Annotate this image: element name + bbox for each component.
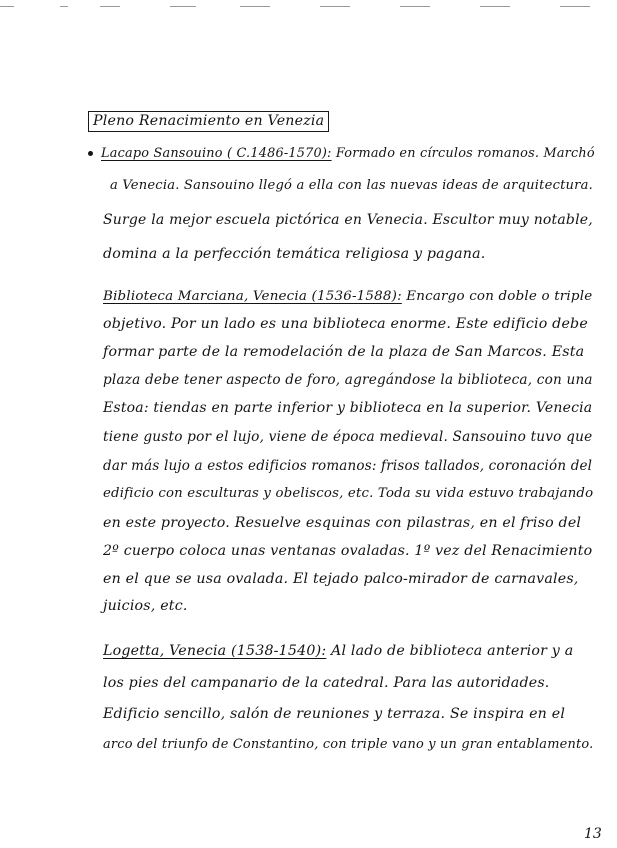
para2-line-2: objetivo. Por un lado es una biblioteca enorme. Este edificio debe [103, 316, 588, 332]
para1-line-2: a Venecia. Sansouino llegó a ella con las nuevas ideas de arquitectura. [110, 178, 593, 193]
para3-line-4: arco del triunfo de Constantino, con triple vano y un gran entablamento. [103, 737, 594, 752]
scan-mark [240, 6, 270, 7]
para1-line-1 [88, 146, 595, 161]
page-number: 13 [584, 826, 602, 842]
para2-line-4: plaza debe tener aspecto de foro, agregándose la biblioteca, con una [103, 372, 593, 388]
para2-line-12: juicios, etc. [103, 598, 188, 614]
para2-line-11: en el que se usa ovalada. El tejado palco-mirador de carnavales, [103, 571, 579, 587]
para1-title: Lacapo Sansouino ( C.1486-1570): [101, 146, 332, 161]
para2-line-10: 2º cuerpo coloca unas ventanas ovaladas. 1º vez del Renacimiento [103, 543, 593, 559]
para2-line-9: en este proyecto. Resuelve esquinas con pilastras, en el friso del [103, 515, 582, 531]
scan-mark [480, 6, 510, 7]
para2-title: Biblioteca Marciana, Venecia (1536-1588): [103, 289, 402, 304]
scan-mark [60, 6, 68, 7]
scan-mark [400, 6, 430, 7]
bullet-icon [88, 151, 93, 156]
scan-mark [100, 6, 120, 7]
para2-text: Encargo con doble o triple [401, 289, 593, 304]
para1-line-4: domina a la perfección temática religiosa y pagana. [103, 246, 486, 262]
para2-line-7: dar más lujo a estos edificios romanos: frisos tallados, coronación del [103, 458, 593, 474]
para2-line-1 [103, 289, 592, 304]
scan-mark [560, 6, 590, 7]
section-heading-line [88, 113, 329, 129]
para3-line-2: los pies del campanario de la catedral. Para las autoridades. [103, 675, 550, 691]
para2-line-3: formar parte de la remodelación de la plaza de San Marcos. Esta [103, 344, 585, 360]
para1-line-3: Surge la mejor escuela pictórica en Venecia. Escultor muy notable, [103, 212, 593, 228]
para2-line-5: Estoa: tiendas en parte inferior y biblioteca en la superior. Venecia [103, 400, 593, 416]
para2-line-8: edificio con esculturas y obeliscos, etc. Toda su vida estuvo trabajando [103, 486, 594, 501]
para3-title: Logetta, Venecia (1538-1540): [103, 643, 327, 659]
para3-line-3: Edificio sencillo, salón de reuniones y terraza. Se inspira en el [103, 706, 566, 722]
scan-mark [0, 6, 14, 7]
para1-text: Formado en círculos romanos. Marchó [331, 146, 595, 161]
para3-text: Al lado de biblioteca anterior y a [326, 643, 574, 659]
para3-line-1 [103, 643, 573, 659]
scan-mark [320, 6, 350, 7]
scan-mark [170, 6, 196, 7]
para2-line-6: tiene gusto por el lujo, viene de época medieval. Sansouino tuvo que [103, 429, 593, 445]
section-heading: Pleno Renacimiento en Venezia [88, 111, 329, 132]
